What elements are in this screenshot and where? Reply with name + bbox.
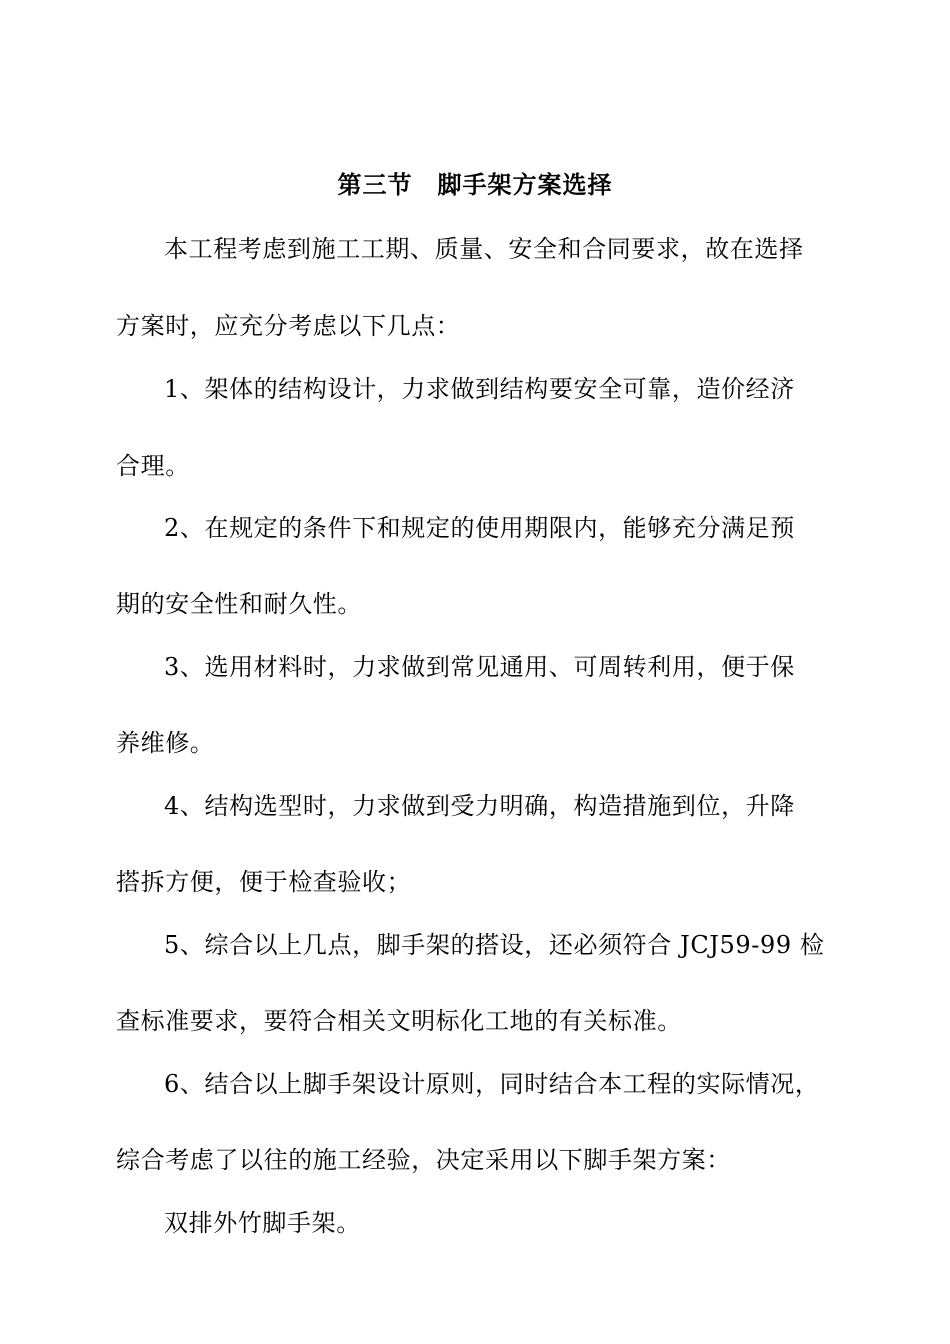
- paragraph-line: 期的安全性和耐久性。: [116, 590, 362, 618]
- paragraph-line: 5、综合以上几点，脚手架的搭设，还必须符合 JCJ59-99 检: [164, 931, 825, 959]
- paragraph-line: 3、选用材料时，力求做到常见通用、可周转利用，便于保: [164, 653, 795, 681]
- paragraph-line: 综合考虑了以往的施工经验，决定采用以下脚手架方案：: [116, 1146, 731, 1174]
- paragraph-line: 1、架体的结构设计，力求做到结构要安全可靠，造价经济: [164, 375, 795, 403]
- paragraph-line: 本工程考虑到施工工期、质量、安全和合同要求，故在选择: [164, 235, 804, 263]
- paragraph-line: 查标准要求，要符合相关文明标化工地的有关标准。: [116, 1007, 682, 1035]
- paragraph-line: 2、在规定的条件下和规定的使用期限内，能够充分满足预: [164, 514, 795, 542]
- paragraph-line: 方案时，应充分考虑以下几点：: [116, 312, 461, 340]
- paragraph-line: 6、结合以上脚手架设计原则，同时结合本工程的实际情况，: [164, 1070, 820, 1098]
- paragraph-line: 4、结构选型时，力求做到受力明确，构造措施到位，升降: [164, 792, 795, 820]
- paragraph-line: 双排外竹脚手架。: [164, 1209, 361, 1237]
- paragraph-line: 搭拆方便，便于检查验收；: [116, 868, 412, 896]
- paragraph-line: 养维修。: [116, 729, 215, 757]
- section-title: 第三节 脚手架方案选择: [337, 170, 613, 199]
- paragraph-line: 合理。: [116, 452, 190, 480]
